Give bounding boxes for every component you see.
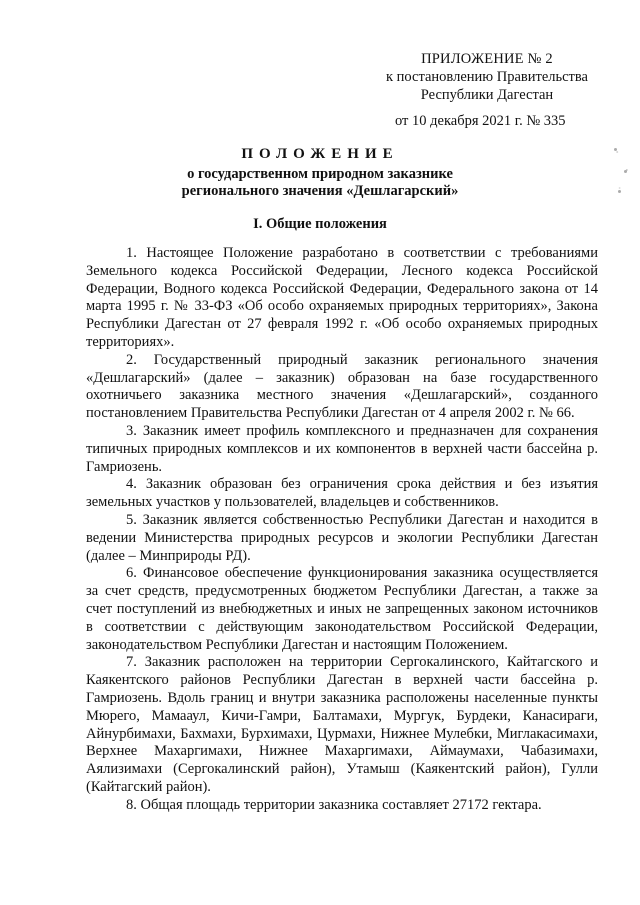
appendix-reference-line1: к постановлению Правительства xyxy=(386,69,588,85)
document-subtitle xyxy=(0,166,640,200)
paragraph-3: 3. Заказник имеет профиль комплексного и предназначен для сохранения типичных природных комплексов и их компонентов в верхней части бассейна р. Гамриозень. xyxy=(86,422,598,475)
scan-dot xyxy=(618,190,621,193)
paragraph-6: 6. Финансовое обеспечение функционирования заказника осуществляется за счет средств, предусмотренных бюджетом Республики Дагестан, а также за счет поступлений из внебюджетных и иных не запрещенных законом источников в соответствии с действующим законодательством Российской Федерации, законодательством Республики Дагестан и настоящим Положением. xyxy=(86,565,598,653)
document-body xyxy=(86,245,598,815)
scan-dot xyxy=(624,170,627,173)
document-title: ПОЛОЖЕНИЕ xyxy=(241,146,399,162)
scan-noise xyxy=(610,140,634,200)
paragraph-5: 5. Заказник является собственностью Республики Дагестан и находится в ведении Министерства природных ресурсов и экологии Республики Дагестан (далее – Минприроды РД). xyxy=(86,511,598,564)
paragraph-1: 1. Настоящее Положение разработано в соответствии с требованиями Земельного кодекса Российской Федерации, Лесного кодекса Российской Федерации, Водного кодекса Российской Федерации, Федерального закона от 14 марта 1995 г. № 33-ФЗ «Об особо охраняемых природных территориях», Закона Республики Дагестан от 27 февраля 1992 г. «Об особо охраняемых природных территориях». xyxy=(86,245,598,350)
paragraph-4: 4. Заказник образован без ограничения срока действия и без изъятия земельных участков у пользователей, владельцев и собственников. xyxy=(86,476,598,511)
paragraph-8: 8. Общая площадь территории заказника составляет 27172 гектара. xyxy=(126,796,542,813)
subtitle-line-1: о государственном природном заказнике xyxy=(187,166,453,182)
subtitle-line-2: регионального значения «Дешлагарский» xyxy=(181,183,459,199)
appendix-header xyxy=(372,50,602,104)
appendix-title: ПРИЛОЖЕНИЕ № 2 xyxy=(421,51,553,67)
appendix-reference-line2: Республики Дагестан xyxy=(420,87,554,103)
paragraph-7: 7. Заказник расположен на территории Сергокалинского, Кайтагского и Каякентского районов Республики Дагестан в верхней части бассейна р. Гамриозень. Вдоль границ и внутри заказника расположены населенные пункты Мюрего, Мамааул, Кичи-Гамри, Балтамахи, Мургук, Бурдеки, Канасираги, Айнурбимахи, Бахмахи, Бурхимахи, Цурмахи, Нижнее Мулебки, Миглакасимахи, Верхнее Махаргимахи, Нижнее Махаргимахи, Аймаумахи, Чабазимахи, Аялизимахи (Сергокалинский район), Утамыш (Каякентский район), Гулли (Кайтагский район). xyxy=(86,654,598,795)
paragraph-2: 2. Государственный природный заказник регионального значения «Дешлагарский» (далее – заказник) образован на базе государственного охотничьего заказника местного значения «Дешлагарский», созданного постановлением Правительства Республики Дагестан от 4 апреля 2002 г. № 66. xyxy=(86,351,598,422)
section-heading: I. Общие положения xyxy=(253,216,387,232)
scan-dot xyxy=(614,148,617,151)
decree-date: от 10 декабря 2021 г. № 335 xyxy=(395,113,566,129)
